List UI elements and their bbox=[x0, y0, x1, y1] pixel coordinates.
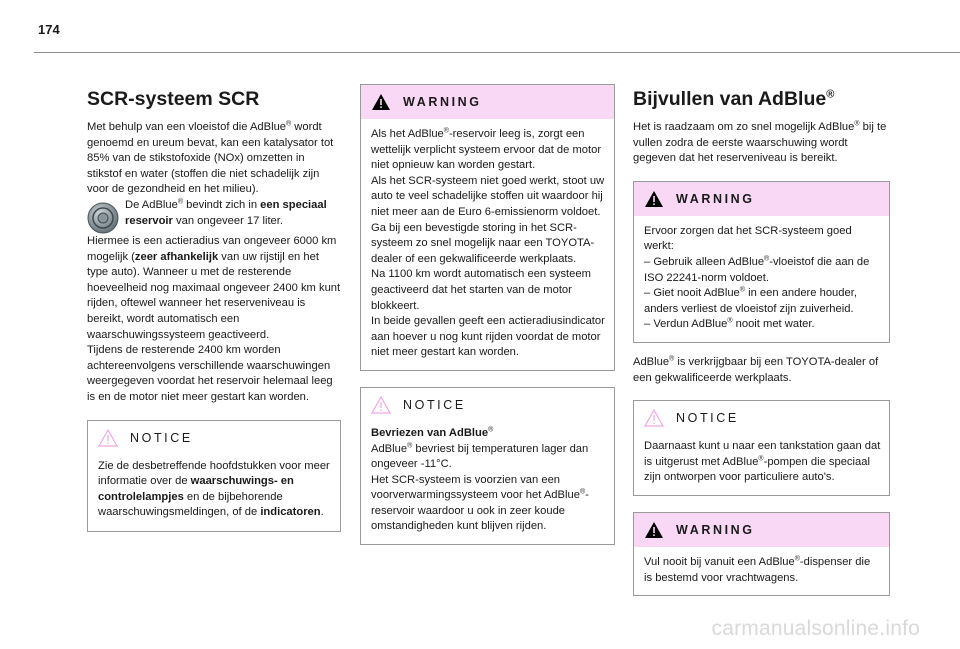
notice-title: NOTICE bbox=[676, 411, 739, 426]
notice-text: Bevriezen van AdBlue® AdBlue® bevriest bij temperaturen lager dan ongeveer -11°C. Het SCR-systeem is voorzien van een voorverwarmingssysteem voor het AdBlue®-reservoir waardoor u ook in zeer koude omstandigheden kunt blijven rijden. bbox=[371, 426, 589, 533]
column-warnings bbox=[360, 84, 615, 545]
list-item: – Verdun AdBlue® nooit met water. bbox=[644, 317, 815, 331]
refill-intro: Het is raadzaam om zo snel mogelijk AdBlue® bij te vullen zodra de eerste waarschuwing wordt gegeven dat het reserveniveau is bereikt. bbox=[633, 120, 887, 165]
warning-box-truck-dispenser bbox=[633, 512, 890, 596]
section-title-refill: Bijvullen van AdBlue® bbox=[633, 88, 835, 110]
warning-header bbox=[634, 513, 889, 547]
notice-text: Daarnaast kunt u naar een tankstation gaan dat is uitgerust met AdBlue®-pompen die speciaal zijn ontworpen voor particuliere auto's. bbox=[644, 440, 881, 484]
warning-text: Ervoor zorgen dat het SCR-systeem goed werkt: – Gebruik alleen AdBlue®-vloeistof die aan de ISO 22241-norm voldoet. – Giet nooit AdBlue® in een andere houder, anders verliest de vloeistof zijn zuiverheid. – Verdun AdBlue® nooit met water. bbox=[634, 216, 889, 342]
warning-header bbox=[634, 182, 889, 216]
page-number: 174 bbox=[38, 22, 60, 37]
adblue-cap-icon bbox=[87, 202, 119, 234]
notice-title: NOTICE bbox=[130, 430, 193, 445]
warning-text: Vul nooit bij vanuit een AdBlue®-dispenser die is bestemd voor vrachtwagens. bbox=[644, 555, 871, 584]
availability-paragraph: AdBlue® is verkrijgbaar bij een TOYOTA-dealer of een gekwalificeerde werkplaats. bbox=[633, 355, 879, 384]
section-title-scr: SCR-systeem SCR bbox=[87, 88, 260, 110]
warning-title: WARNING bbox=[676, 522, 755, 537]
warning-title: WARNING bbox=[403, 95, 482, 109]
column-refill bbox=[633, 84, 890, 596]
notice-triangle-icon bbox=[644, 409, 664, 427]
notice-triangle-icon bbox=[371, 396, 391, 414]
notice-header bbox=[361, 388, 614, 422]
notice-text: Zie de desbetreffende hoofdstukken voor meer informatie over de waarschuwings- en controlelampjes en de bijbehorende waarschuwingsmeldingen, of de indicatoren. bbox=[98, 459, 330, 519]
notice-triangle-icon bbox=[98, 429, 118, 447]
header-rule bbox=[34, 52, 960, 53]
remaining-paragraph: Tijdens de resterende 2400 km worden achtereenvolgens verschillende waarschuwingen weergegeven voordat het reservoir helemaal leeg is en de motor niet meer gestart kan worden. bbox=[87, 344, 333, 403]
warning-box-correct-use bbox=[633, 181, 890, 343]
list-item: – Gebruik alleen AdBlue®-vloeistof die aan de ISO 22241-norm voldoet. bbox=[644, 255, 870, 284]
range-paragraph: Hiermee is een actieradius van ongeveer 6000 km mogelijk (zeer afhankelijk van uw rijstijl en het type auto). Wanneer u met de resterende hoeveelheid nog maximaal ongeveer 2400 km kunt rijden, oftewel wanneer het reserveniveau is bereikt, wordt automatisch een waarschuwingssysteem geactiveerd. bbox=[87, 234, 341, 341]
warning-triangle-icon bbox=[644, 190, 664, 208]
adblue-tank-paragraph: De AdBlue® bevindt zich in een speciaal reservoir van ongeveer 17 liter. bbox=[87, 198, 341, 229]
column-scr-system bbox=[87, 84, 341, 532]
watermark: carmanualsonline.info bbox=[711, 617, 920, 640]
notice-box-station bbox=[633, 400, 890, 496]
list-item: – Giet nooit AdBlue® in een andere houder, anders verliest de vloeistof zijn zuiverheid. bbox=[644, 286, 857, 315]
warning-header bbox=[361, 85, 614, 119]
notice-header bbox=[634, 401, 889, 435]
notice-title: NOTICE bbox=[403, 397, 466, 412]
warning-text: Als het AdBlue®-reservoir leeg is, zorgt een wettelijk verplicht systeem ervoor dat de motor niet opnieuw kan worden gestart. Als het SCR-systeem niet goed werkt, stoot uw auto te veel schadelijke stoffen uit waardoor hij niet meer aan de Euro 6-emissienorm voldoet. Ga bij een bevestigde storing in het SCR-systeem zo snel mogelijk naar een TOYOTA-dealer of een gekwalificeerde werkplaats. Na 1100 km wordt automatisch een systeem geactiveerd dat het starten van de motor blokkeert. In beide gevallen geeft een actieradiusindicator aan hoever u nog kunt rijden voordat de motor niet meer gestart kan worden. bbox=[371, 127, 605, 359]
warning-triangle-icon bbox=[371, 93, 391, 111]
scr-intro: Met behulp van een vloeistof die AdBlue® wordt genoemd en ureum bevat, kan een katalysator tot 85% van de stikstofoxide (NOx) omzetten in stikstof en water (stoffen die niet schadelijk zijn voor de gezondheid en het milieu). bbox=[87, 120, 334, 196]
warning-box-empty-tank bbox=[360, 84, 615, 371]
notice-box-freezing bbox=[360, 387, 615, 545]
notice-header bbox=[88, 421, 340, 455]
warning-title: WARNING bbox=[676, 191, 755, 206]
notice-box-indicators bbox=[87, 420, 341, 532]
warning-triangle-icon bbox=[644, 521, 664, 539]
